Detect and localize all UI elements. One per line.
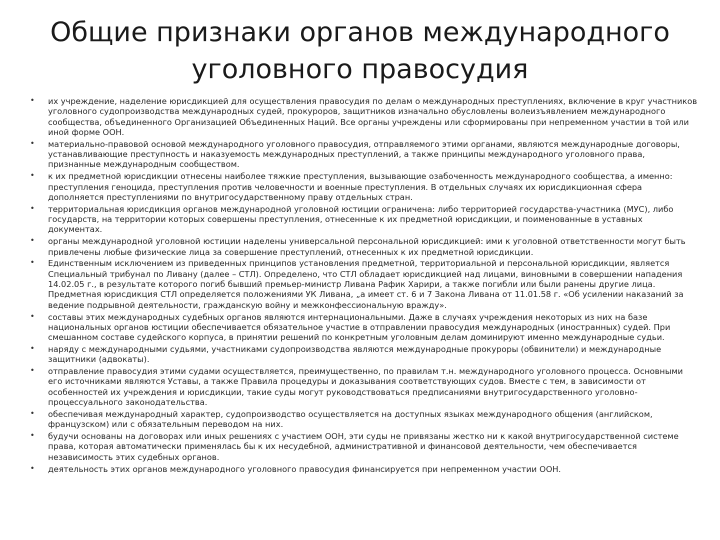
bullet-icon: • [30,311,35,321]
list-item-text: материально-правовой основой международного уголовного правосудия, отправляемого этими органами, являются международные договоры, устанавливающие преступность и наказуемость международных преступлений, а также принципы международного уголовного права, признанные международным сообществом. [48,138,680,170]
list-item-text: обеспечивая международный характер, судопроизводство осуществляется на доступных языках международного общения (английском, французском) или с обязательным переводом на них. [48,408,653,430]
bullet-icon: • [30,258,35,268]
list-item [30,236,698,257]
list-item-text: отправление правосудия этими судами осуществляется, преимущественно, по правилам т.н. международного уголовного процесса. Основными его источниками являются Уставы, а также Правила процедуры и доказывания соответствующих судов. Вместе с тем, в зависимости от особенностей их учреждения и юрисдикции, такие суды могут руководствоваться предписаниями внутригосударственного уголовно-процессуального законодательства. [48,366,683,408]
bullet-icon: • [30,366,35,376]
list-item-text: будучи основаны на договорах или иных решениях с участием ООН, эти суды не привязаны жестко ни к какой внутригосударственной системе права, которая автоматически применялась бы к их несудебной, административной и финансовой деятельности, чем обеспечивается независимость этих судебных органов. [48,431,679,462]
list-item [30,344,698,365]
bullet-icon: • [30,236,35,246]
list-item-text: деятельность этих органов международного уголовного правосудия финансируется при непременном участии ООН. [48,463,562,474]
bullet-list [30,96,698,476]
bullet-icon: • [30,431,35,441]
list-item-text: территориальная юрисдикция органов международной уголовной юстиции ограничена: либо территорией государства-участника (МУС), либо государств, на территории которых совершены преступления, отнесенные к их предметной юрисдикции, и поименованные в уставных документах. [48,203,674,235]
list-item [30,96,698,137]
bullet-icon: • [30,138,35,148]
bullet-icon: • [30,463,35,473]
list-item [30,431,698,462]
list-item [30,171,698,202]
bullet-icon: • [30,203,35,213]
list-item-text: их учреждение, наделение юрисдикцией для осуществления правосудия по делам о международных преступлениях, включение в круг участников уголовного судопроизводства международных судей, прокуроров, защитников изначально обусловлены волеизъявлением международного сообщества, объединенного Организацией Объединенных Наций. Все органы учреждены или сформированы при непременном участии в той или иной форме ООН. [48,96,698,137]
list-item [30,464,698,474]
list-item [30,204,698,235]
slide-title: Общие признаки органов международного уголовного правосудия [50,17,670,85]
list-item [30,409,698,430]
bullet-icon: • [30,96,35,105]
bullet-icon: • [30,343,35,353]
bullet-icon: • [30,408,35,418]
bullet-icon: • [30,171,35,181]
list-item [30,258,698,309]
list-item-text: Единственным исключением из приведенных принципов установления предметной, территориальной и персональной юрисдикции, является Специальный трибунал по Ливану (далее – СТЛ). Определено, что СТЛ обладает юрисдикцией над лицами, виновными в совершении нападения 14.02.05 г., в результате которого погиб бывший премьер-министр Ливана Рафик Харири, а также погибли или были ранены другие лица. Предметная юрисдикция СТЛ определяется положениями УК Ливана, „а имеет ст. 6 и 7 Закона Ливана от 11.01.58 г. «Об усилении наказаний за ведение подрывной деятельности, гражданскую войну и межконфессиональную вражду». [48,258,684,310]
list-item-text: органы международной уголовной юстиции наделены универсальной персональной юрисдикцией: ими к уголовной ответственности могут быть привлечены любые физические лица за совершение преступлений, отнесенных к их предметной юрисдикции. [48,236,686,257]
list-item [30,366,698,407]
list-item-text: наряду с международными судьями, участниками судопроизводства являются международные прокуроры (обвинители) и международные защитники (адвокаты). [48,343,662,365]
list-item [30,139,698,170]
list-item [30,312,698,343]
list-item-text: составы этих международных судебных органов являются интернациональными. Даже в случаях учреждения некоторых из них на базе национальных органов юстиции обеспечивается обязательное участие в отправлении правосудия международных (иностранных) судей. При смешанном составе судейского корпуса, в принятии решений по конкретным уголовным делам доминируют именно международные судьи. [48,311,671,343]
list-item-text: к их предметной юрисдикции отнесены наиболее тяжкие преступления, вызывающие озабоченность международного сообщества, а именно: преступления геноцида, преступления против человечности и военные преступления. В отдельных случаях их юрисдикционная сфера дополняется преступлениями по внутригосударственному праву отдельных стран. [48,171,673,202]
